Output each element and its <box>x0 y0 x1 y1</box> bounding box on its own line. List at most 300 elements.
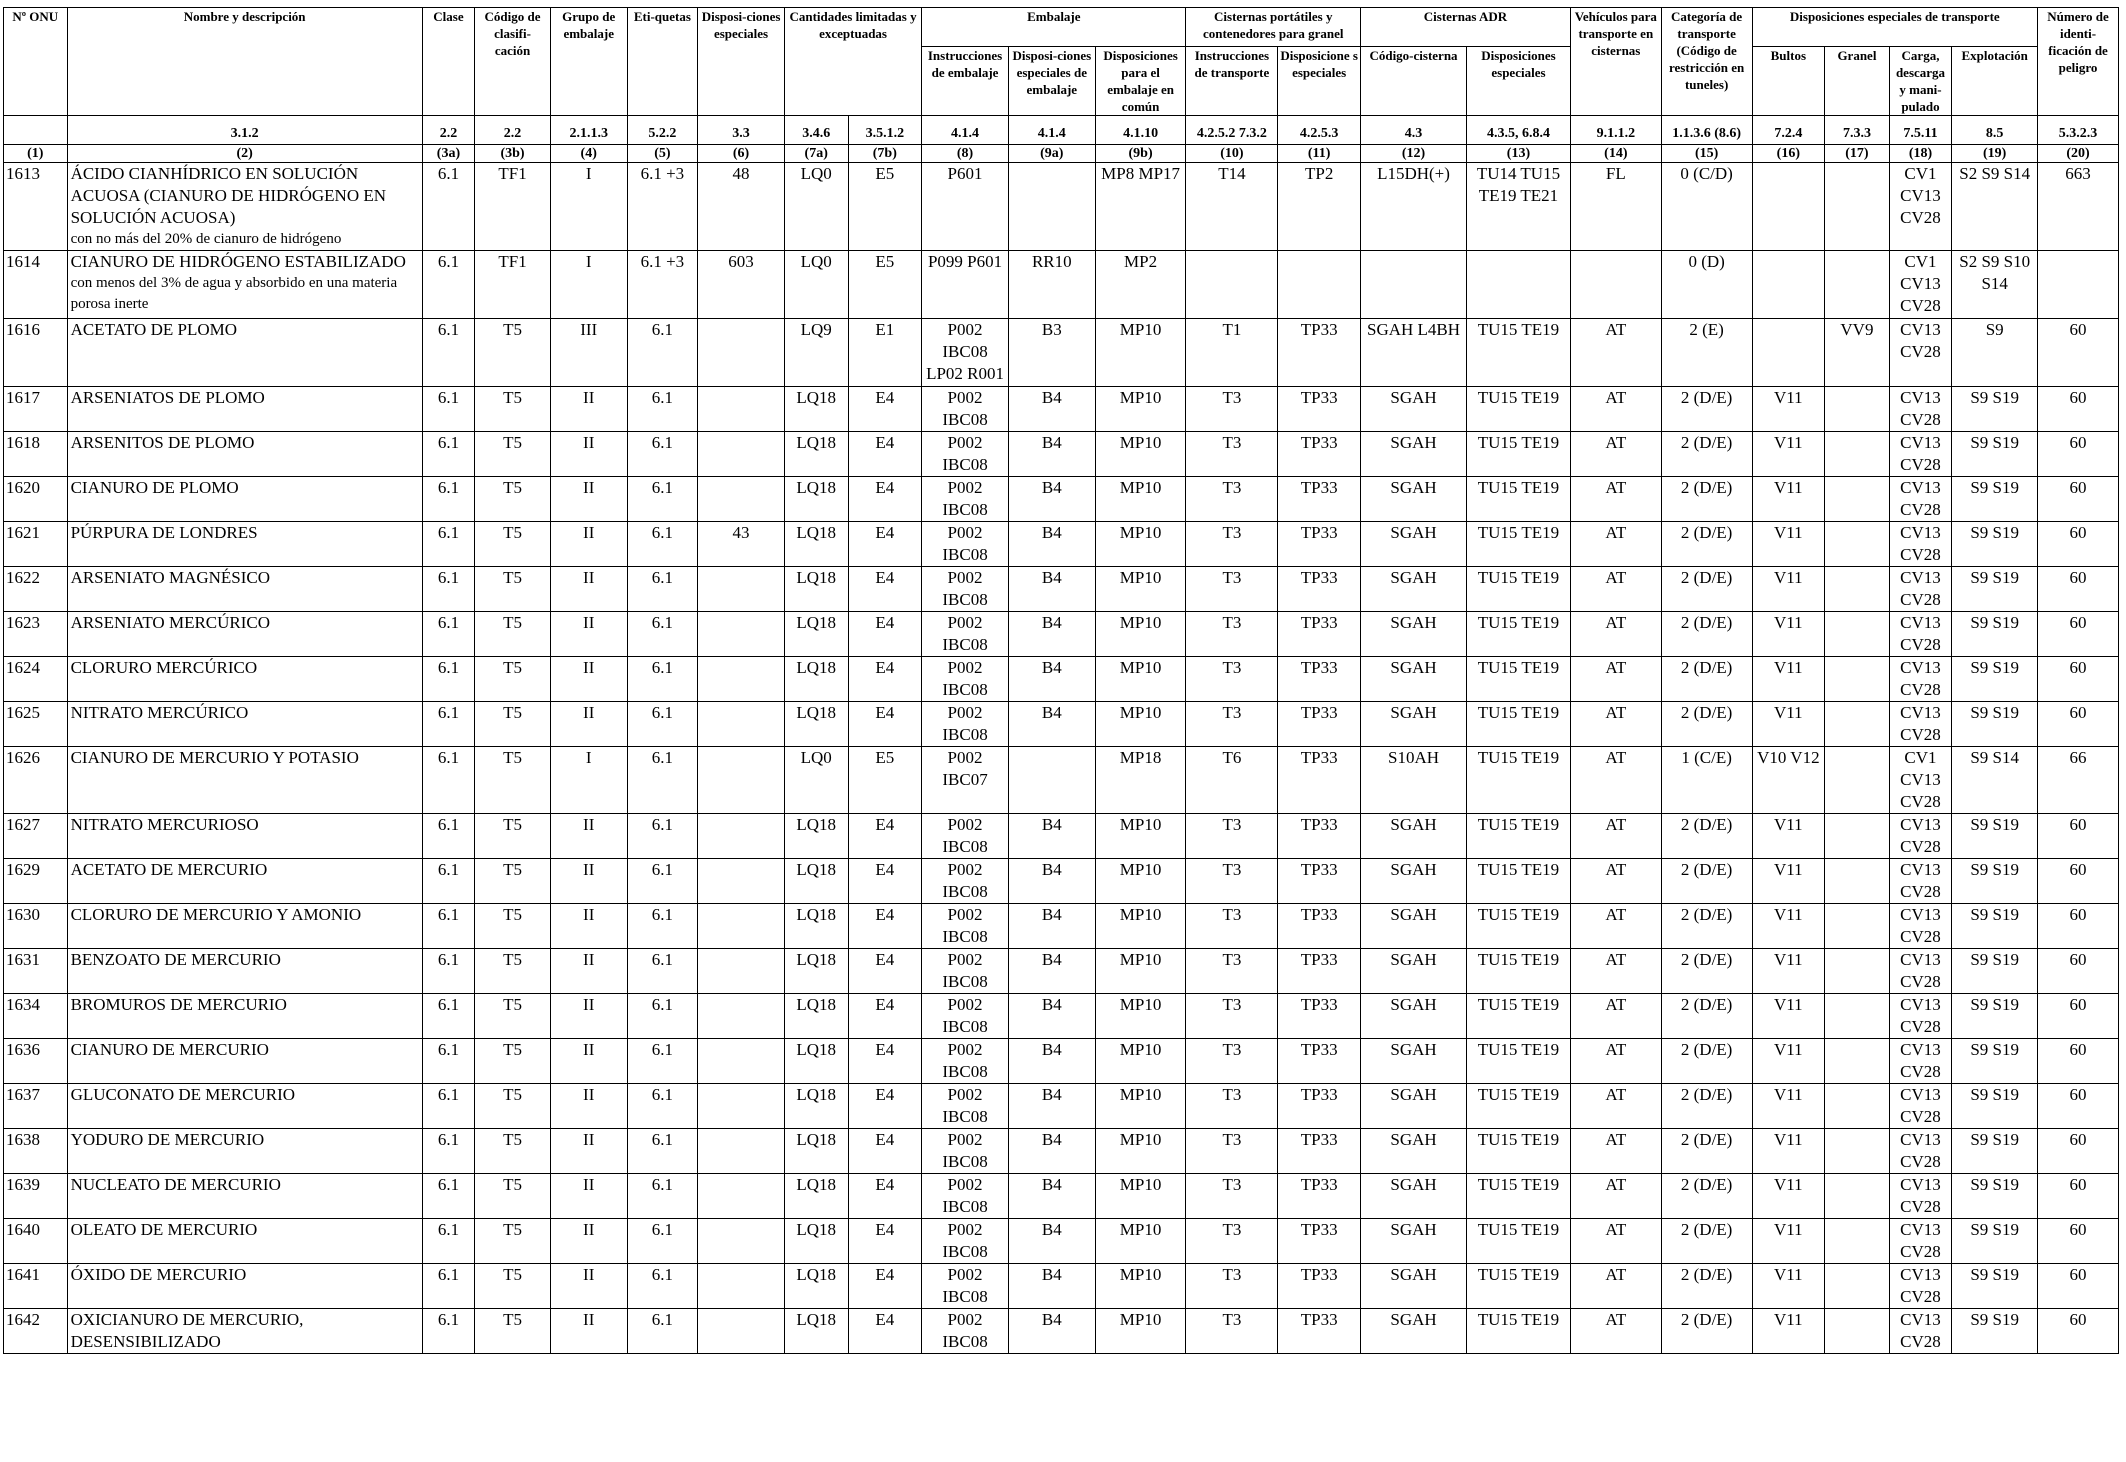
cell-col-13: TU15 TE19 <box>1466 522 1570 567</box>
cell-col-9a: B4 <box>1008 477 1095 522</box>
cell-col-1: 1616 <box>4 319 68 387</box>
cell-col-4: II <box>550 904 627 949</box>
cell-col-9b: MP10 <box>1095 522 1186 567</box>
cell-col-7a: LQ18 <box>784 432 848 477</box>
cell-col-18: CV13 CV28 <box>1889 814 1952 859</box>
table-row <box>4 163 2119 251</box>
cell-col-20: 60 <box>2038 1129 2119 1174</box>
cell-col-9a <box>1008 163 1095 251</box>
cell-col-12: SGAH <box>1361 702 1467 747</box>
cell-col-6 <box>698 432 785 477</box>
table-row <box>4 387 2119 432</box>
cell-col-17 <box>1825 1174 1890 1219</box>
cell-col-7b: E4 <box>848 702 922 747</box>
cell-col-7b: E4 <box>848 522 922 567</box>
cell-col-20: 60 <box>2038 612 2119 657</box>
cell-col-7a: LQ18 <box>784 904 848 949</box>
column-number-cell-17: (17) <box>1825 145 1890 163</box>
cell-col-7b: E4 <box>848 567 922 612</box>
column-number-cell-10: (10) <box>1186 145 1278 163</box>
cell-col-15: 2 (D/E) <box>1661 949 1752 994</box>
cell-col-3b: T5 <box>475 567 551 612</box>
cell-col-3b: T5 <box>475 432 551 477</box>
header-col-15: Categoría de transporte (Código de restricción en tuneles) <box>1661 8 1752 116</box>
substance-name: BROMUROS DE MERCURIO <box>70 995 287 1014</box>
column-number-cell-7a: (7a) <box>784 145 848 163</box>
cell-col-4: I <box>550 747 627 814</box>
cell-col-9b: MP10 <box>1095 1264 1186 1309</box>
cell-col-17 <box>1825 1309 1890 1354</box>
cell-col-7b: E4 <box>848 1264 922 1309</box>
cell-col-4: II <box>550 657 627 702</box>
cell-col-9a: B4 <box>1008 904 1095 949</box>
cell-col-3a: 6.1 <box>422 319 474 387</box>
cell-col-20: 60 <box>2038 1174 2119 1219</box>
cell-col-3b: T5 <box>475 1039 551 1084</box>
cell-col-15: 2 (D/E) <box>1661 1219 1752 1264</box>
cell-col-6 <box>698 994 785 1039</box>
cell-col-4: II <box>550 567 627 612</box>
cell-col-1: 1614 <box>4 251 68 319</box>
cell-col-19: S9 S19 <box>1952 567 2038 612</box>
cell-col-10: T3 <box>1186 1039 1278 1084</box>
dangerous-goods-table-sheet <box>3 7 2119 1354</box>
cell-col-17 <box>1825 387 1890 432</box>
cell-col-14: AT <box>1570 612 1661 657</box>
cell-col-7a: LQ18 <box>784 477 848 522</box>
cell-col-6 <box>698 1174 785 1219</box>
cell-col-9a: B4 <box>1008 432 1095 477</box>
cell-col-18: CV13 CV28 <box>1889 904 1952 949</box>
cell-col-18: CV13 CV28 <box>1889 994 1952 1039</box>
substance-name: BENZOATO DE MERCURIO <box>70 950 281 969</box>
cell-col-8: P601 <box>922 163 1009 251</box>
cell-col-4: II <box>550 859 627 904</box>
cell-col-1: 1636 <box>4 1039 68 1084</box>
substance-name: CIANURO DE MERCURIO Y POTASIO <box>70 748 359 767</box>
cell-col-6: 48 <box>698 163 785 251</box>
header-col-19: Explotación <box>1952 47 2038 116</box>
cell-col-4: II <box>550 477 627 522</box>
table-row <box>4 319 2119 387</box>
header-group-limited: Cantidades limitadas y exceptuadas <box>784 8 921 116</box>
cell-col-19: S9 S19 <box>1952 1174 2038 1219</box>
reference-cell-5: 5.2.2 <box>627 116 698 145</box>
cell-col-15: 2 (D/E) <box>1661 1084 1752 1129</box>
cell-col-5: 6.1 <box>627 657 698 702</box>
cell-col-14: AT <box>1570 747 1661 814</box>
cell-col-15: 2 (D/E) <box>1661 657 1752 702</box>
cell-col-18: CV13 CV28 <box>1889 1129 1952 1174</box>
cell-col-3a: 6.1 <box>422 904 474 949</box>
cell-col-17 <box>1825 949 1890 994</box>
cell-col-14: AT <box>1570 949 1661 994</box>
table-row <box>4 477 2119 522</box>
cell-col-19: S9 S19 <box>1952 522 2038 567</box>
cell-col-13: TU15 TE19 <box>1466 1039 1570 1084</box>
reference-cell-2: 3.1.2 <box>67 116 422 145</box>
cell-col-3b: T5 <box>475 859 551 904</box>
cell-col-11: TP33 <box>1278 702 1361 747</box>
cell-col-3a: 6.1 <box>422 747 474 814</box>
cell-col-15: 2 (D/E) <box>1661 1264 1752 1309</box>
reference-cell-20: 5.3.2.3 <box>2038 116 2119 145</box>
substance-name: ARSENIATO MAGNÉSICO <box>70 568 271 587</box>
cell-col-5: 6.1 <box>627 859 698 904</box>
cell-col-18: CV13 CV28 <box>1889 1084 1952 1129</box>
table-row <box>4 814 2119 859</box>
cell-col-13 <box>1466 251 1570 319</box>
cell-col-7a: LQ18 <box>784 1039 848 1084</box>
cell-col-3a: 6.1 <box>422 163 474 251</box>
column-number-cell-11: (11) <box>1278 145 1361 163</box>
cell-col-7b: E4 <box>848 1129 922 1174</box>
header-col-3a: Clase <box>422 8 474 116</box>
reference-cell-9b: 4.1.10 <box>1095 116 1186 145</box>
cell-col-9a: B4 <box>1008 1219 1095 1264</box>
cell-col-12: SGAH <box>1361 477 1467 522</box>
cell-col-13: TU15 TE19 <box>1466 387 1570 432</box>
header-group-packaging: Embalaje <box>922 8 1186 47</box>
cell-col-9b: MP2 <box>1095 251 1186 319</box>
cell-col-1: 1622 <box>4 567 68 612</box>
cell-col-15: 2 (D/E) <box>1661 522 1752 567</box>
cell-col-10 <box>1186 251 1278 319</box>
cell-col-9a: B4 <box>1008 949 1095 994</box>
cell-col-7a: LQ18 <box>784 1264 848 1309</box>
cell-col-14: AT <box>1570 859 1661 904</box>
cell-col-14: FL <box>1570 163 1661 251</box>
header-col-6: Disposi-ciones especiales <box>698 8 785 116</box>
table-row <box>4 657 2119 702</box>
cell-col-11: TP33 <box>1278 1309 1361 1354</box>
cell-col-3b: T5 <box>475 657 551 702</box>
table-row <box>4 1219 2119 1264</box>
cell-col-9b: MP10 <box>1095 1174 1186 1219</box>
header-group-adr-tanks: Cisternas ADR <box>1361 8 1571 47</box>
cell-col-7a: LQ18 <box>784 1084 848 1129</box>
cell-col-12: SGAH <box>1361 612 1467 657</box>
cell-col-8: P002 IBC08 <box>922 904 1009 949</box>
cell-col-11: TP33 <box>1278 657 1361 702</box>
cell-col-15: 2 (D/E) <box>1661 904 1752 949</box>
substance-name: CIANURO DE MERCURIO <box>70 1040 269 1059</box>
reference-cell-1 <box>4 116 68 145</box>
cell-col-11 <box>1278 251 1361 319</box>
header-col-5: Eti-quetas <box>627 8 698 116</box>
cell-col-3a: 6.1 <box>422 1039 474 1084</box>
cell-col-9a: B4 <box>1008 994 1095 1039</box>
cell-col-19: S9 S19 <box>1952 904 2038 949</box>
cell-col-18: CV13 CV28 <box>1889 319 1952 387</box>
table-row <box>4 1039 2119 1084</box>
cell-col-6 <box>698 319 785 387</box>
cell-col-20: 60 <box>2038 702 2119 747</box>
cell-col-8: P002 IBC08 <box>922 702 1009 747</box>
cell-col-3b: TF1 <box>475 163 551 251</box>
cell-col-9a: B4 <box>1008 657 1095 702</box>
cell-col-4: III <box>550 319 627 387</box>
cell-col-18: CV13 CV28 <box>1889 522 1952 567</box>
cell-col-3b: T5 <box>475 1129 551 1174</box>
cell-col-5: 6.1 <box>627 1084 698 1129</box>
cell-col-17 <box>1825 1084 1890 1129</box>
cell-col-1: 1620 <box>4 477 68 522</box>
header-col-14: Vehículos para transporte en cisternas <box>1570 8 1661 116</box>
cell-col-16: V11 <box>1752 387 1825 432</box>
cell-col-7b: E4 <box>848 814 922 859</box>
cell-col-16: V11 <box>1752 657 1825 702</box>
cell-col-13: TU15 TE19 <box>1466 994 1570 1039</box>
cell-col-18: CV13 CV28 <box>1889 1174 1952 1219</box>
cell-name <box>67 522 422 567</box>
cell-col-8: P099 P601 <box>922 251 1009 319</box>
cell-col-9a: B4 <box>1008 1039 1095 1084</box>
cell-col-18: CV13 CV28 <box>1889 477 1952 522</box>
cell-name <box>67 567 422 612</box>
reference-cell-10: 4.2.5.2 7.3.2 <box>1186 116 1278 145</box>
cell-col-19: S2 S9 S10 S14 <box>1952 251 2038 319</box>
cell-col-15: 2 (D/E) <box>1661 387 1752 432</box>
column-number-cell-8: (8) <box>922 145 1009 163</box>
cell-col-15: 2 (D/E) <box>1661 994 1752 1039</box>
cell-col-20: 60 <box>2038 1309 2119 1354</box>
cell-col-20: 60 <box>2038 387 2119 432</box>
cell-col-20: 60 <box>2038 859 2119 904</box>
cell-col-6 <box>698 477 785 522</box>
cell-col-20: 60 <box>2038 1084 2119 1129</box>
cell-col-19: S2 S9 S14 <box>1952 163 2038 251</box>
cell-col-3a: 6.1 <box>422 1129 474 1174</box>
cell-col-14: AT <box>1570 477 1661 522</box>
cell-col-16: V11 <box>1752 814 1825 859</box>
cell-col-7b: E4 <box>848 387 922 432</box>
cell-col-9b: MP10 <box>1095 319 1186 387</box>
cell-col-4: II <box>550 702 627 747</box>
cell-col-13: TU15 TE19 <box>1466 567 1570 612</box>
cell-col-16 <box>1752 319 1825 387</box>
cell-col-7b: E4 <box>848 1174 922 1219</box>
cell-col-1: 1630 <box>4 904 68 949</box>
cell-col-20: 60 <box>2038 1219 2119 1264</box>
cell-col-8: P002 IBC08 <box>922 1309 1009 1354</box>
cell-col-5: 6.1 <box>627 1039 698 1084</box>
cell-col-5: 6.1 <box>627 319 698 387</box>
cell-col-16: V11 <box>1752 949 1825 994</box>
table-row <box>4 702 2119 747</box>
cell-col-9a: B4 <box>1008 612 1095 657</box>
cell-col-10: T3 <box>1186 1264 1278 1309</box>
cell-col-5: 6.1 +3 <box>627 251 698 319</box>
cell-col-1: 1625 <box>4 702 68 747</box>
cell-col-14: AT <box>1570 567 1661 612</box>
cell-col-1: 1641 <box>4 1264 68 1309</box>
cell-col-7a: LQ18 <box>784 1174 848 1219</box>
cell-col-18: CV13 CV28 <box>1889 859 1952 904</box>
cell-col-7b: E5 <box>848 163 922 251</box>
cell-col-10: T3 <box>1186 949 1278 994</box>
cell-col-14: AT <box>1570 1174 1661 1219</box>
cell-col-8: P002 IBC08 <box>922 1129 1009 1174</box>
cell-col-10: T3 <box>1186 904 1278 949</box>
cell-col-14: AT <box>1570 522 1661 567</box>
cell-col-8: P002 IBC08 <box>922 814 1009 859</box>
cell-col-18: CV13 CV28 <box>1889 1264 1952 1309</box>
cell-col-16: V11 <box>1752 994 1825 1039</box>
cell-col-8: P002 IBC08 <box>922 387 1009 432</box>
cell-col-5: 6.1 <box>627 432 698 477</box>
cell-col-4: II <box>550 1084 627 1129</box>
reference-cell-16: 7.2.4 <box>1752 116 1825 145</box>
cell-col-18: CV13 CV28 <box>1889 567 1952 612</box>
cell-col-16: V11 <box>1752 432 1825 477</box>
cell-col-5: 6.1 <box>627 994 698 1039</box>
cell-col-9b: MP10 <box>1095 1129 1186 1174</box>
cell-col-7a: LQ0 <box>784 747 848 814</box>
cell-col-19: S9 S19 <box>1952 1219 2038 1264</box>
cell-col-12: SGAH <box>1361 1174 1467 1219</box>
table-header <box>4 8 2119 163</box>
cell-col-12: SGAH <box>1361 1219 1467 1264</box>
cell-col-9a: B3 <box>1008 319 1095 387</box>
cell-col-9a: B4 <box>1008 859 1095 904</box>
cell-col-18: CV13 CV28 <box>1889 432 1952 477</box>
cell-col-10: T3 <box>1186 1219 1278 1264</box>
substance-name: ACETATO DE MERCURIO <box>70 860 268 879</box>
reference-cell-12: 4.3 <box>1361 116 1467 145</box>
cell-col-3a: 6.1 <box>422 522 474 567</box>
cell-col-13: TU15 TE19 <box>1466 1309 1570 1354</box>
column-number-cell-6: (6) <box>698 145 785 163</box>
cell-col-6 <box>698 1084 785 1129</box>
cell-col-20: 60 <box>2038 1264 2119 1309</box>
cell-col-8: P002 IBC08 <box>922 522 1009 567</box>
cell-col-17 <box>1825 163 1890 251</box>
cell-col-13: TU15 TE19 <box>1466 859 1570 904</box>
column-number-cell-9a: (9a) <box>1008 145 1095 163</box>
cell-col-5: 6.1 <box>627 1174 698 1219</box>
dangerous-goods-table <box>3 7 2119 1354</box>
cell-col-6: 43 <box>698 522 785 567</box>
cell-col-19: S9 S19 <box>1952 432 2038 477</box>
cell-col-20: 60 <box>2038 657 2119 702</box>
header-col-9b: Disposiciones para el embalaje en común <box>1095 47 1186 116</box>
cell-col-5: 6.1 <box>627 567 698 612</box>
cell-col-6 <box>698 1219 785 1264</box>
cell-name <box>67 163 422 251</box>
header-group-portable-tanks: Cisternas portátiles y contenedores para granel <box>1186 8 1361 47</box>
cell-col-16: V11 <box>1752 904 1825 949</box>
header-col-3b: Código de clasifi-cación <box>475 8 551 116</box>
cell-col-13: TU15 TE19 <box>1466 1264 1570 1309</box>
cell-col-6 <box>698 814 785 859</box>
cell-col-9a: B4 <box>1008 567 1095 612</box>
cell-col-13: TU14 TU15 TE19 TE21 <box>1466 163 1570 251</box>
cell-col-3a: 6.1 <box>422 949 474 994</box>
header-col-12: Código-cisterna <box>1361 47 1467 116</box>
table-body <box>4 163 2119 1354</box>
cell-col-20: 60 <box>2038 477 2119 522</box>
cell-col-9b: MP10 <box>1095 814 1186 859</box>
cell-col-8: P002 IBC08 <box>922 1174 1009 1219</box>
cell-col-12 <box>1361 251 1467 319</box>
cell-col-20: 60 <box>2038 319 2119 387</box>
cell-col-20: 60 <box>2038 432 2119 477</box>
table-row <box>4 251 2119 319</box>
substance-name: YODURO DE MERCURIO <box>70 1130 265 1149</box>
cell-col-7a: LQ18 <box>784 994 848 1039</box>
cell-col-7b: E4 <box>848 432 922 477</box>
reference-cell-13: 4.3.5, 6.8.4 <box>1466 116 1570 145</box>
reference-cell-14: 9.1.1.2 <box>1570 116 1661 145</box>
cell-col-18: CV13 CV28 <box>1889 612 1952 657</box>
cell-col-1: 1642 <box>4 1309 68 1354</box>
cell-col-13: TU15 TE19 <box>1466 1129 1570 1174</box>
cell-col-3a: 6.1 <box>422 432 474 477</box>
cell-col-9b: MP8 MP17 <box>1095 163 1186 251</box>
cell-col-9b: MP10 <box>1095 1084 1186 1129</box>
substance-name: ÓXIDO DE MERCURIO <box>70 1265 247 1284</box>
cell-col-10: T3 <box>1186 1129 1278 1174</box>
substance-name: ARSENIATOS DE PLOMO <box>70 388 265 407</box>
cell-name <box>67 387 422 432</box>
cell-col-3a: 6.1 <box>422 1084 474 1129</box>
cell-col-5: 6.1 <box>627 477 698 522</box>
cell-col-5: 6.1 <box>627 949 698 994</box>
cell-col-9b: MP10 <box>1095 432 1186 477</box>
header-col-18: Carga, descarga y mani-pulado <box>1889 47 1952 116</box>
cell-col-10: T3 <box>1186 432 1278 477</box>
cell-col-19: S9 S14 <box>1952 747 2038 814</box>
cell-name <box>67 1039 422 1084</box>
cell-col-11: TP33 <box>1278 859 1361 904</box>
header-group-special-transport: Disposiciones especiales de transporte <box>1752 8 2038 47</box>
cell-col-6: 603 <box>698 251 785 319</box>
column-number-cell-13: (13) <box>1466 145 1570 163</box>
cell-col-4: II <box>550 612 627 657</box>
cell-col-6 <box>698 657 785 702</box>
cell-col-14: AT <box>1570 319 1661 387</box>
cell-col-19: S9 S19 <box>1952 814 2038 859</box>
cell-col-11: TP33 <box>1278 949 1361 994</box>
cell-col-6 <box>698 859 785 904</box>
cell-col-1: 1634 <box>4 994 68 1039</box>
cell-col-19: S9 S19 <box>1952 657 2038 702</box>
cell-col-9b: MP10 <box>1095 949 1186 994</box>
substance-name: OLEATO DE MERCURIO <box>70 1220 258 1239</box>
cell-col-15: 2 (D/E) <box>1661 567 1752 612</box>
cell-name <box>67 657 422 702</box>
cell-name <box>67 859 422 904</box>
cell-col-9b: MP10 <box>1095 657 1186 702</box>
cell-col-7a: LQ18 <box>784 949 848 994</box>
column-number-cell-20: (20) <box>2038 145 2119 163</box>
cell-col-19: S9 S19 <box>1952 859 2038 904</box>
table-row <box>4 612 2119 657</box>
cell-col-13: TU15 TE19 <box>1466 1174 1570 1219</box>
cell-col-7a: LQ9 <box>784 319 848 387</box>
cell-col-14: AT <box>1570 387 1661 432</box>
cell-col-9b: MP10 <box>1095 994 1186 1039</box>
cell-col-1: 1623 <box>4 612 68 657</box>
substance-name: NUCLEATO DE MERCURIO <box>70 1175 281 1194</box>
cell-col-3b: T5 <box>475 319 551 387</box>
cell-col-4: II <box>550 1309 627 1354</box>
cell-col-12: S10AH <box>1361 747 1467 814</box>
cell-col-7a: LQ18 <box>784 1309 848 1354</box>
table-row <box>4 994 2119 1039</box>
cell-col-10: T3 <box>1186 702 1278 747</box>
